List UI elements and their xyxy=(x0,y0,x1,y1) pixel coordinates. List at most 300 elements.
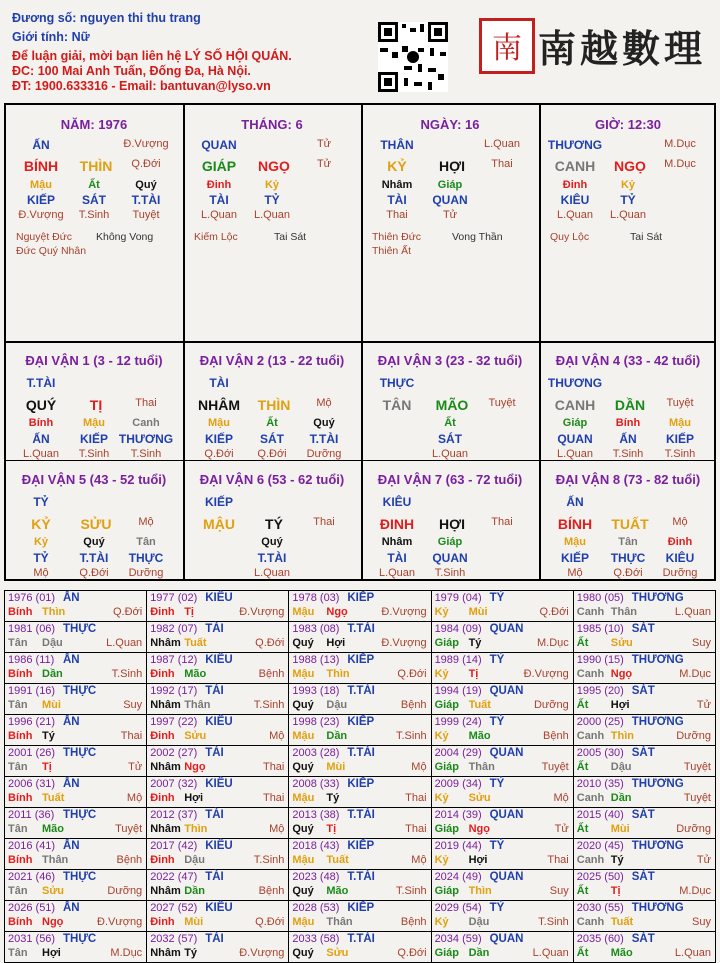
year-branch: Dần xyxy=(42,668,63,680)
year-label: 1994 (19) xyxy=(434,685,482,697)
luck-hidden-stage: L.Quan xyxy=(22,448,60,460)
luck-period-title: ĐẠI VẬN 7 (63 - 72 tuổi) xyxy=(377,472,523,487)
year-row xyxy=(5,777,716,808)
pillar-title: NGÀY: 16 xyxy=(420,117,480,132)
year-label: 1981 (06) xyxy=(8,623,56,635)
year-branch: Hợi xyxy=(610,699,630,711)
year-stem: Bính xyxy=(8,854,33,866)
year-branch: Thìn xyxy=(42,606,66,618)
year-label: 2029 (54) xyxy=(434,902,482,914)
hidden-stage: L.Quan xyxy=(609,209,647,221)
pillar-title: THÁNG: 6 xyxy=(241,117,303,132)
luck-stem: BÍNH xyxy=(557,516,593,532)
year-stage: Dưỡng xyxy=(533,699,569,711)
year-branch: Tý xyxy=(184,947,198,959)
hidden-god: TỶ xyxy=(264,193,280,207)
year-stem: Giáp xyxy=(434,637,460,649)
luck-hidden-stem: Tân xyxy=(618,536,638,548)
year-stem: Đinh xyxy=(150,606,175,618)
year-god: T.TÀI xyxy=(347,809,375,821)
year-cell[interactable] xyxy=(5,777,147,808)
year-branch: Thìn xyxy=(184,823,208,835)
year-branch: Mùi xyxy=(468,606,488,618)
year-branch: Dậu xyxy=(610,761,632,773)
pillar-stage-top: Đ.Vượng xyxy=(123,138,169,150)
year-branch: Tị xyxy=(326,823,337,835)
year-stage: Đ.Vượng xyxy=(381,606,427,618)
year-stem: Canh xyxy=(576,792,605,804)
hidden-god: TÀI xyxy=(387,193,407,207)
year-row xyxy=(5,715,716,746)
star-left: Quy Lộc xyxy=(550,231,590,243)
year-god: KIÊU xyxy=(205,654,233,666)
year-stem: Tân xyxy=(8,699,28,711)
year-cell[interactable] xyxy=(431,622,573,653)
year-god: KIẾP xyxy=(347,902,375,914)
year-cell[interactable] xyxy=(431,808,573,839)
year-label: 1976 (01) xyxy=(8,592,56,604)
year-branch: Tuất xyxy=(610,916,634,928)
year-cell[interactable] xyxy=(573,622,715,653)
year-label: 1993 (18) xyxy=(292,685,340,697)
year-cell[interactable] xyxy=(147,839,289,870)
year-stage: Q.Đới xyxy=(539,606,569,618)
year-stage: Suy xyxy=(692,916,711,928)
year-cell[interactable] xyxy=(573,653,715,684)
year-cell[interactable] xyxy=(147,777,289,808)
year-god: TỶ xyxy=(489,654,505,666)
year-cell[interactable] xyxy=(5,901,147,932)
luck-stage: Thai xyxy=(491,516,513,528)
year-label: 2026 (51) xyxy=(8,902,56,914)
year-branch: Mão xyxy=(326,885,349,897)
year-god: SÁT xyxy=(631,747,655,759)
luck-stage: Thai xyxy=(135,397,157,409)
year-branch: Tuất xyxy=(468,699,491,711)
year-cell[interactable] xyxy=(573,901,715,932)
year-branch: Dần xyxy=(184,885,205,897)
pillar-stage-top: Tử xyxy=(316,138,332,150)
year-label: 2031 (56) xyxy=(8,933,56,945)
year-god: KIẾP xyxy=(347,592,375,604)
year-label: 1983 (08) xyxy=(292,623,340,635)
year-god: ẤN xyxy=(63,716,80,728)
year-branch: Mão xyxy=(184,668,207,680)
luck-hidden-god: THỰC xyxy=(128,551,164,565)
luck-hidden-stem: Bính xyxy=(615,417,641,429)
year-cell[interactable] xyxy=(5,653,147,684)
year-cell[interactable] xyxy=(431,932,573,963)
year-cell[interactable] xyxy=(147,746,289,777)
year-stage: T.Sinh xyxy=(395,885,427,897)
year-cell[interactable] xyxy=(289,870,431,901)
luck-hidden-stem: Mậu xyxy=(208,417,230,429)
year-cell[interactable] xyxy=(147,622,289,653)
luck-hidden-god: ẤN xyxy=(619,432,637,446)
year-god: TỶ xyxy=(489,778,505,790)
year-label: 2027 (52) xyxy=(150,902,198,914)
year-cell[interactable] xyxy=(431,901,573,932)
year-cell[interactable] xyxy=(147,715,289,746)
phone-email[interactable]: ĐT: 1900.633316 - Email: bantuvan@lyso.vn xyxy=(12,79,271,93)
year-cell[interactable] xyxy=(431,684,573,715)
year-cell[interactable] xyxy=(573,839,715,870)
year-cell[interactable] xyxy=(289,808,431,839)
luck-hidden-god: KIẾP xyxy=(665,432,695,446)
year-god: T.TÀI xyxy=(347,933,375,945)
year-god: THỰC xyxy=(63,933,97,945)
year-label: 1982 (07) xyxy=(150,623,198,635)
year-cell[interactable] xyxy=(573,715,715,746)
gender: Giới tính: Nữ xyxy=(12,30,90,44)
year-stem: Nhâm xyxy=(150,761,181,773)
year-stem: Tân xyxy=(8,823,28,835)
year-cell[interactable] xyxy=(431,591,573,622)
year-god: THỰC xyxy=(63,809,97,821)
year-cell[interactable] xyxy=(5,715,147,746)
luck-hidden-stage: L.Quan xyxy=(378,567,416,579)
luck-stem: TÂN xyxy=(382,397,412,413)
year-stem: Bính xyxy=(8,916,33,928)
hidden-god: QUAN xyxy=(432,193,468,207)
year-cell[interactable] xyxy=(147,684,289,715)
luck-stage: Tuyệt xyxy=(666,397,694,409)
year-cell[interactable] xyxy=(289,746,431,777)
year-branch: Tị xyxy=(42,761,52,773)
year-cell[interactable] xyxy=(5,870,147,901)
year-stage: Q.Đới xyxy=(112,606,143,618)
year-branch: Mùi xyxy=(184,916,204,928)
year-god: QUAN xyxy=(489,685,524,697)
year-label: 1980 (05) xyxy=(576,592,624,604)
row-divider xyxy=(6,341,714,343)
hidden-stem: Nhâm xyxy=(381,179,413,191)
year-stem: Mậu xyxy=(292,606,315,618)
year-cell[interactable] xyxy=(147,932,289,963)
year-stem: Ất xyxy=(576,637,589,649)
year-stage: Tử xyxy=(128,761,143,773)
year-stem: Ất xyxy=(576,823,589,835)
year-cell[interactable] xyxy=(573,870,715,901)
year-branch: Sửu xyxy=(610,637,633,649)
year-cell[interactable] xyxy=(289,777,431,808)
hidden-stage: Thai xyxy=(386,209,408,221)
year-label: 2020 (45) xyxy=(576,840,624,852)
year-branch: Dậu xyxy=(184,854,205,866)
year-branch: Tuất xyxy=(326,854,349,866)
year-stage: Tuyệt xyxy=(115,823,143,835)
year-god: THƯƠNG xyxy=(631,716,684,728)
pillar-god: QUAN xyxy=(201,138,237,152)
year-stem: Đinh xyxy=(150,854,175,866)
year-cell[interactable] xyxy=(573,591,715,622)
year-branch: Hợi xyxy=(184,792,204,804)
year-stage: Thai xyxy=(405,792,427,804)
year-cell[interactable] xyxy=(573,684,715,715)
year-stem: Đinh xyxy=(150,916,175,928)
year-stem: Giáp xyxy=(434,761,460,773)
luck-hidden-stem: Quý xyxy=(83,536,105,548)
year-branch: Sửu xyxy=(42,885,65,897)
year-god: KIÊU xyxy=(205,902,233,914)
year-cell[interactable] xyxy=(5,839,147,870)
year-cell[interactable] xyxy=(147,591,289,622)
year-stem: Giáp xyxy=(434,947,460,959)
luck-hidden-god: TỶ xyxy=(33,551,49,565)
year-branch: Sửu xyxy=(468,792,491,804)
year-label: 2035 (60) xyxy=(576,933,624,945)
year-stem: Quý xyxy=(292,885,314,897)
luck-god: KIÊU xyxy=(382,495,412,509)
year-branch: Tý xyxy=(42,730,55,742)
year-god: THỰC xyxy=(63,685,97,697)
year-god: SÁT xyxy=(631,933,655,945)
year-stage: Đ.Vượng xyxy=(97,916,143,928)
luck-hidden-stage: T.Sinh xyxy=(130,448,162,460)
luck-hidden-stage: L.Quan xyxy=(556,448,594,460)
year-cell[interactable] xyxy=(5,622,147,653)
year-stem: Ất xyxy=(576,761,589,773)
luck-hidden-stem: Ất xyxy=(444,417,456,429)
year-stem: Mậu xyxy=(292,916,315,928)
year-stem: Quý xyxy=(292,947,314,959)
year-label: 2030 (55) xyxy=(576,902,624,914)
year-god: TỶ xyxy=(489,902,505,914)
year-stage: Bệnh xyxy=(258,668,285,680)
hidden-stage: L.Quan xyxy=(556,209,594,221)
heavenly-stem: GIÁP xyxy=(201,158,237,174)
hidden-stage: Tử xyxy=(442,209,458,221)
year-stem: Kỷ xyxy=(434,606,449,618)
year-cell[interactable] xyxy=(5,746,147,777)
year-stage: Tử xyxy=(696,854,711,866)
year-label: 2004 (29) xyxy=(434,747,482,759)
pillar-stage-top: L.Quan xyxy=(483,138,521,150)
year-stage: Bệnh xyxy=(400,916,427,928)
heavenly-stem: KỶ xyxy=(387,158,407,174)
year-cell[interactable] xyxy=(5,932,147,963)
year-god: THỰC xyxy=(63,871,97,883)
year-stem: Tân xyxy=(8,637,28,649)
luck-branch: TỊ xyxy=(89,397,103,413)
year-god: KIẾP xyxy=(347,778,375,790)
luck-hidden-god: T.TÀI xyxy=(257,551,287,565)
earthly-branch: THÌN xyxy=(79,158,113,174)
luck-hidden-stage: T.Sinh xyxy=(78,448,110,460)
brand-logo: 南越數理 xyxy=(538,26,707,71)
year-label: 2009 (34) xyxy=(434,778,482,790)
year-stage: M.Dục xyxy=(110,947,143,959)
luck-branch: MÃO xyxy=(435,397,469,413)
year-stage: Mộ xyxy=(269,730,285,742)
year-label: 1992 (17) xyxy=(150,685,198,697)
year-label: 2014 (39) xyxy=(434,809,482,821)
luck-branch: SỬU xyxy=(80,516,112,532)
earthly-branch: NGỌ xyxy=(258,158,290,174)
year-label: 2008 (33) xyxy=(292,778,340,790)
pillar-god: THÂN xyxy=(380,138,414,152)
hidden-stem: Mậu xyxy=(30,179,52,191)
year-stem: Ất xyxy=(576,947,589,959)
year-row xyxy=(5,746,716,777)
year-cell[interactable] xyxy=(5,591,147,622)
hidden-god: KIÊU xyxy=(560,193,590,207)
year-branch: Dậu xyxy=(326,699,348,711)
luck-stage: Tuyệt xyxy=(488,397,516,409)
year-cell[interactable] xyxy=(289,715,431,746)
year-cell[interactable] xyxy=(573,777,715,808)
year-row xyxy=(5,591,716,622)
year-stage: Dưỡng xyxy=(676,730,711,742)
year-cell[interactable] xyxy=(431,777,573,808)
pillar-title: GIỜ: 12:30 xyxy=(594,117,662,132)
pillar-stage-top: M.Dục xyxy=(664,138,696,150)
year-cell[interactable] xyxy=(431,715,573,746)
star-right: Vong Thần xyxy=(452,231,503,243)
pillar-god: ẤN xyxy=(32,138,50,152)
hidden-stage: L.Quan xyxy=(200,209,238,221)
luck-hidden-stem: Quý xyxy=(313,417,335,429)
year-row xyxy=(5,684,716,715)
year-god: KIẾP xyxy=(347,840,375,852)
hidden-god: TÀI xyxy=(209,193,229,207)
year-cell[interactable] xyxy=(5,808,147,839)
luck-hidden-stage: L.Quan xyxy=(431,448,469,460)
luck-branch: TÝ xyxy=(265,516,283,532)
year-branch: Thìn xyxy=(326,668,350,680)
year-cell[interactable] xyxy=(289,932,431,963)
year-stem: Nhâm xyxy=(150,637,181,649)
year-stage: Tuyệt xyxy=(541,761,569,773)
year-stage: L.Quan xyxy=(532,947,569,959)
year-label: 2002 (27) xyxy=(150,747,198,759)
year-stage: T.Sinh xyxy=(253,699,285,711)
year-stage: L.Quan xyxy=(674,606,711,618)
year-god: ẤN xyxy=(63,840,80,852)
year-cell[interactable] xyxy=(289,901,431,932)
luck-hidden-stem: Giáp xyxy=(437,536,463,548)
year-label: 2021 (46) xyxy=(8,871,56,883)
year-stage: Mộ xyxy=(411,761,427,773)
year-cell[interactable] xyxy=(573,746,715,777)
luck-branch: TUẤT xyxy=(611,516,649,532)
year-stage: Tuyệt xyxy=(683,761,711,773)
luck-god: THỰC xyxy=(379,376,415,390)
year-cell[interactable] xyxy=(573,932,715,963)
year-label: 2001 (26) xyxy=(8,747,56,759)
hidden-stem: Kỷ xyxy=(620,179,636,191)
year-cell[interactable] xyxy=(289,622,431,653)
year-cell[interactable] xyxy=(431,839,573,870)
year-stem: Giáp xyxy=(434,823,460,835)
year-stage: Tử xyxy=(554,823,569,835)
year-stem: Canh xyxy=(576,730,605,742)
year-stage: Q.Đới xyxy=(255,916,285,928)
year-branch: Ngọ xyxy=(468,823,490,835)
luck-hidden-stem: Bính xyxy=(28,417,54,429)
year-stage: L.Quan xyxy=(106,637,143,649)
year-branch: Dậu xyxy=(42,637,63,649)
year-label: 2016 (41) xyxy=(8,840,56,852)
year-cell[interactable] xyxy=(147,653,289,684)
year-row xyxy=(5,839,716,870)
year-cell[interactable] xyxy=(289,684,431,715)
year-label: 2010 (35) xyxy=(576,778,624,790)
luck-period-title: ĐẠI VẬN 1 (3 - 12 tuổi) xyxy=(25,353,163,368)
year-cell[interactable] xyxy=(573,808,715,839)
luck-stem: MẬU xyxy=(203,516,235,532)
year-label: 1989 (14) xyxy=(434,654,482,666)
year-cell[interactable] xyxy=(431,870,573,901)
year-cell[interactable] xyxy=(289,653,431,684)
pillar-title: NĂM: 1976 xyxy=(60,117,128,132)
year-branch: Thìn xyxy=(610,730,634,742)
year-stem: Tân xyxy=(8,761,28,773)
year-stem: Giáp xyxy=(434,699,460,711)
luck-hidden-stage: Mộ xyxy=(567,567,583,579)
year-label: 1977 (02) xyxy=(150,592,198,604)
year-god: QUAN xyxy=(489,933,524,945)
year-cell[interactable] xyxy=(289,839,431,870)
luck-god: THƯƠNG xyxy=(547,376,603,390)
year-cell[interactable] xyxy=(147,808,289,839)
heavenly-stem: BÍNH xyxy=(23,158,59,174)
luck-hidden-stage: Q.Đới xyxy=(613,567,643,579)
year-cell[interactable] xyxy=(289,591,431,622)
luck-stem: CANH xyxy=(554,397,596,413)
year-stage: Đ.Vượng xyxy=(381,637,427,649)
earthly-branch: NGỌ xyxy=(614,158,646,174)
year-cell[interactable] xyxy=(431,746,573,777)
year-label: 2024 (49) xyxy=(434,871,482,883)
year-cell[interactable] xyxy=(431,653,573,684)
luck-stage: Mộ xyxy=(672,516,688,528)
year-branch: Thân xyxy=(610,606,638,618)
year-god: TÀI xyxy=(205,623,224,635)
year-stem: Mậu xyxy=(292,668,315,680)
year-row xyxy=(5,622,716,653)
hidden-stage: L.Quan xyxy=(253,209,291,221)
year-branch: Ngọ xyxy=(42,916,64,928)
year-label: 1986 (11) xyxy=(8,654,55,666)
luck-hidden-stage: L.Quan xyxy=(253,567,291,579)
year-label: 2012 (37) xyxy=(150,809,198,821)
year-label: 2003 (28) xyxy=(292,747,340,759)
year-branch: Tị xyxy=(468,668,479,680)
year-stage: Tuyệt xyxy=(683,792,711,804)
luck-hidden-god: QUAN xyxy=(557,432,593,446)
luck-hidden-stem: Mậu xyxy=(83,417,105,429)
year-branch: Dậu xyxy=(468,916,490,928)
luck-hidden-stem: Giáp xyxy=(562,417,588,429)
year-branch: Dần xyxy=(610,792,632,804)
luck-hidden-god: SÁT xyxy=(260,432,284,446)
year-stage: Bệnh xyxy=(116,854,143,866)
year-branch: Mão xyxy=(468,730,491,742)
year-label: 2017 (42) xyxy=(150,840,198,852)
year-branch: Mùi xyxy=(610,823,630,835)
year-stem: Bính xyxy=(8,668,33,680)
annual-luck-table xyxy=(4,590,716,963)
year-god: QUAN xyxy=(489,747,524,759)
year-cell[interactable] xyxy=(147,870,289,901)
year-stage: Suy xyxy=(123,699,143,711)
year-branch: Tuất xyxy=(42,792,65,804)
hidden-stage: Đ.Vượng xyxy=(18,209,64,221)
year-cell[interactable] xyxy=(147,901,289,932)
year-cell[interactable] xyxy=(5,684,147,715)
branch-stage: Tử xyxy=(316,158,332,170)
